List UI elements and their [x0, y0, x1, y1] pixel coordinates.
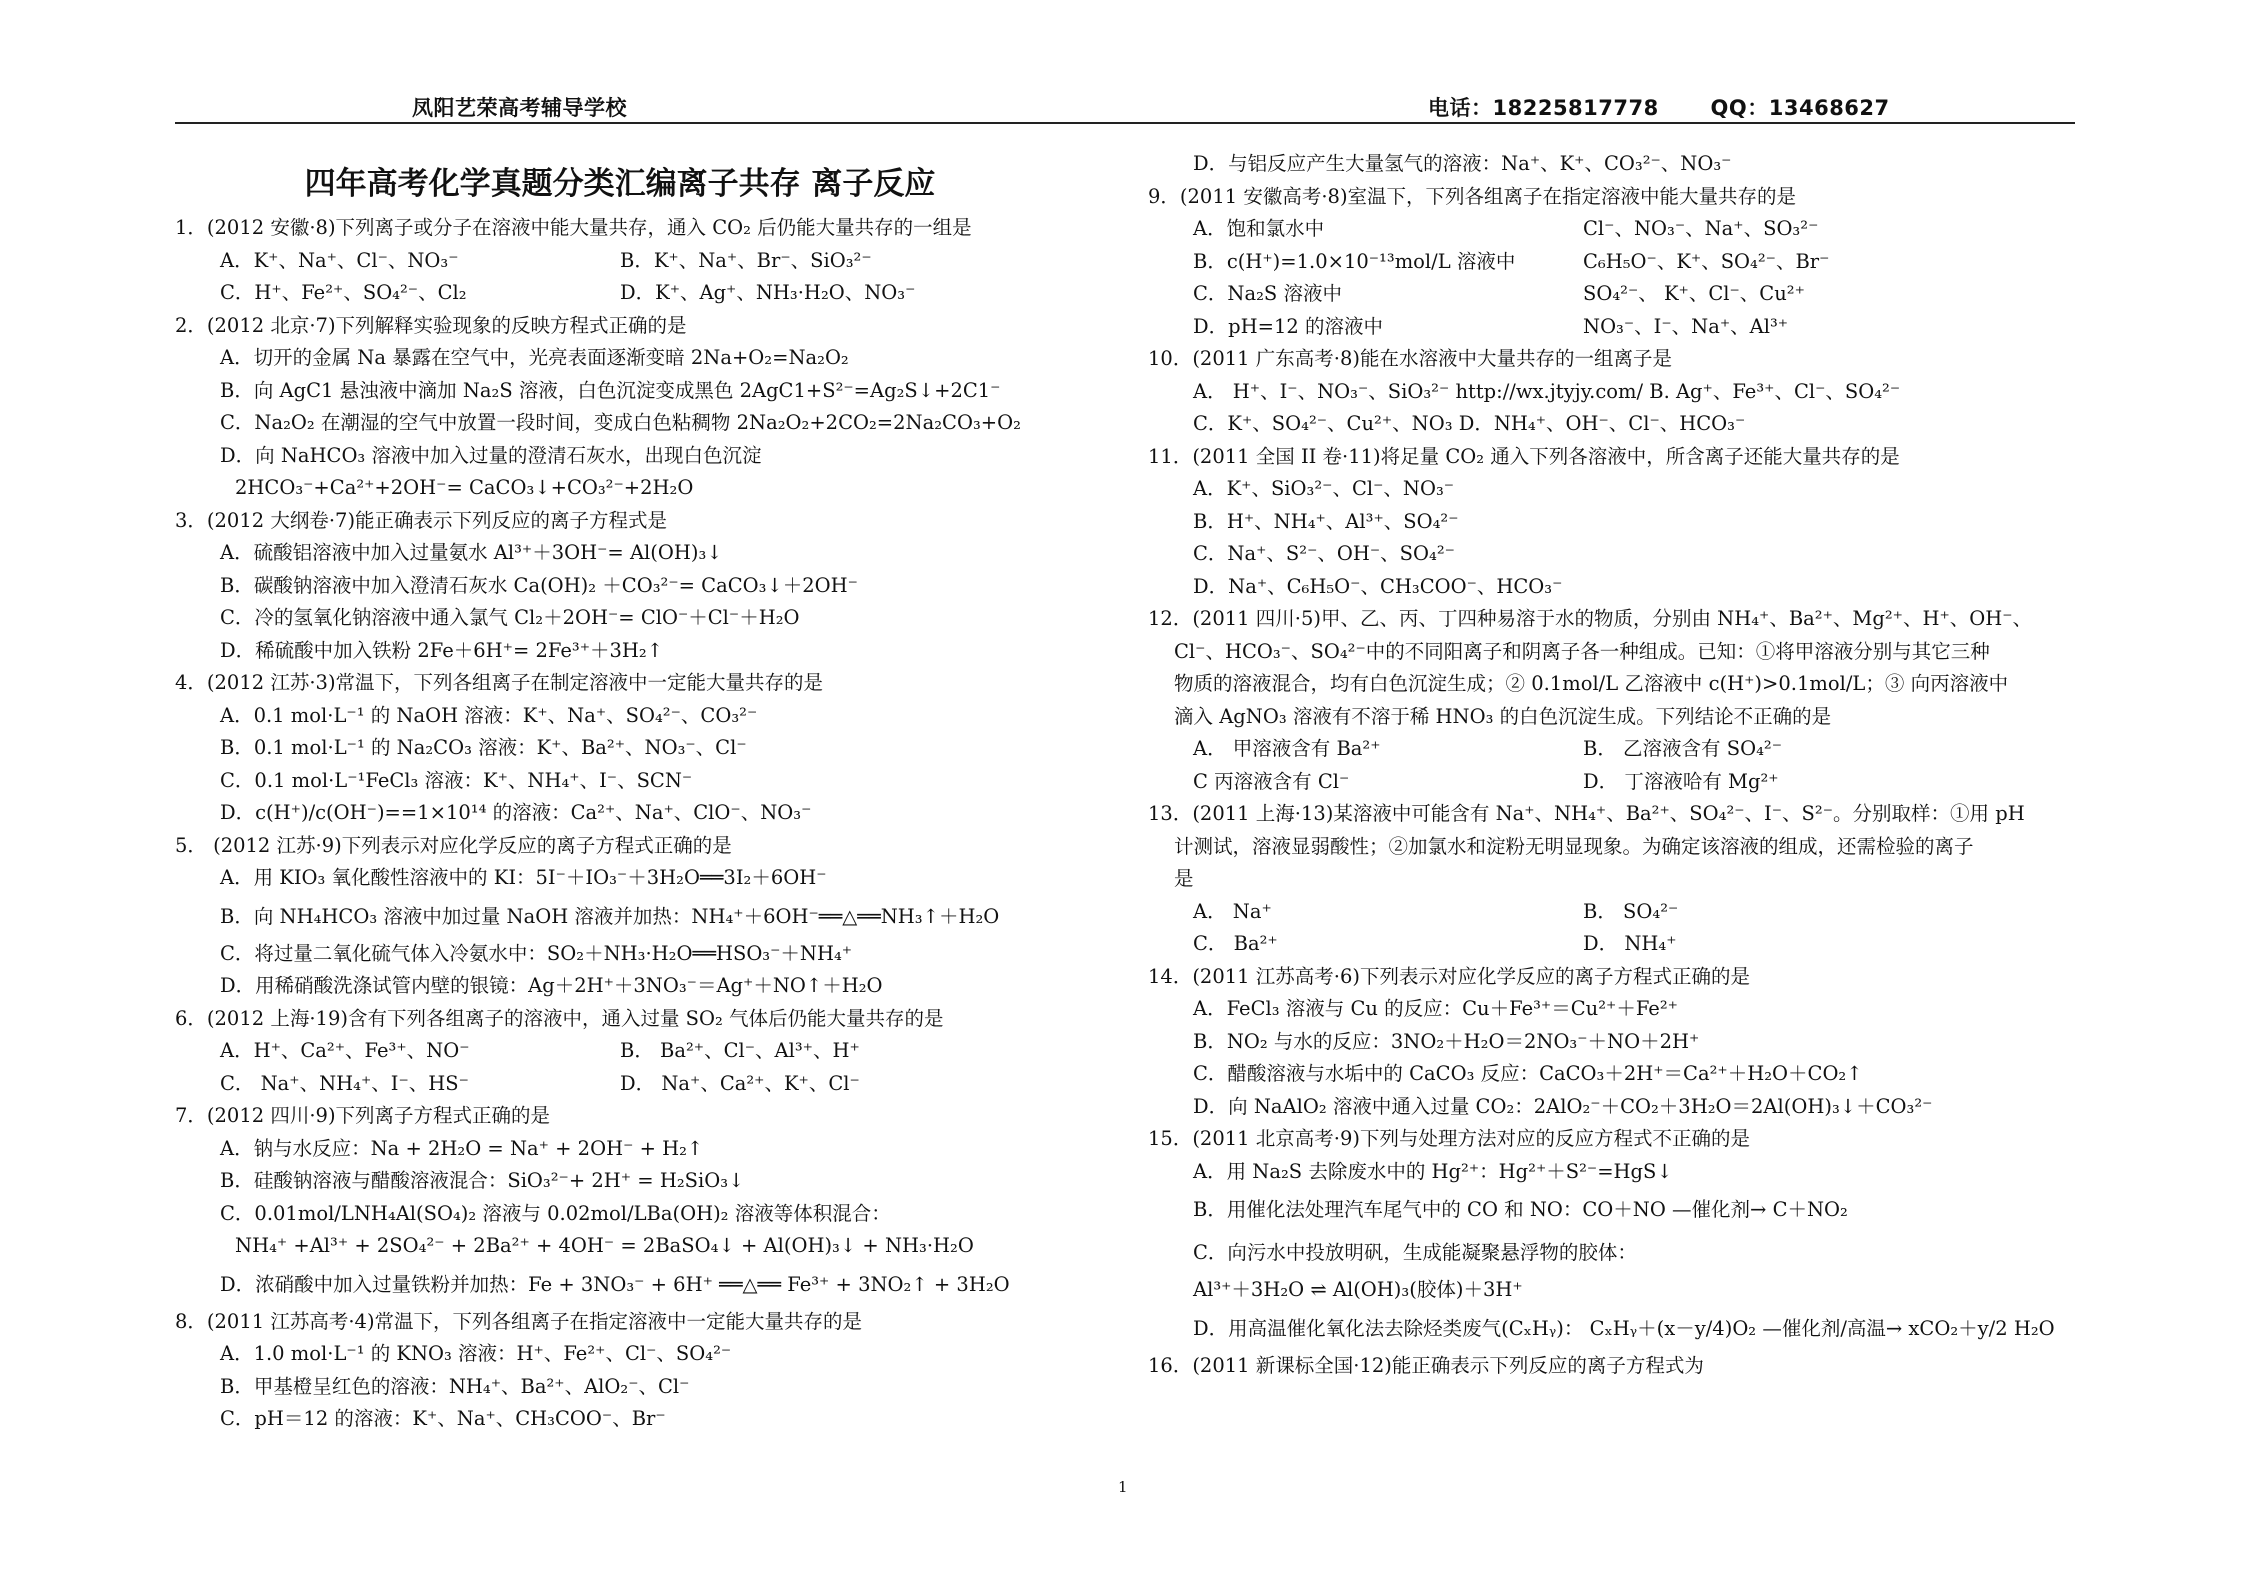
- option-left: B．c(H⁺)=1.0×10⁻¹³mol/L 溶液中: [1193, 249, 1516, 273]
- question-line: 滴入 AgNO₃ 溶液有不溶于稀 HNO₃ 的白色沉淀生成。下列结论不正确的是: [1174, 704, 1832, 728]
- question-line: 1．(2012 安徽·8)下列离子或分子在溶液中能大量共存，通入 CO₂ 后仍能大量共存的一组是: [175, 216, 972, 239]
- question-line: 3．(2012 大纲卷·7)能正确表示下列反应的离子方程式是: [175, 508, 668, 532]
- option-right: D． 丁溶液哈有 Mg²⁺: [1583, 769, 1779, 793]
- option-right: B． 乙溶液含有 SO₄²⁻: [1583, 737, 1782, 760]
- right-question-list: [1148, 148, 2078, 1382]
- right-column: [1148, 148, 2078, 1382]
- question-line: B．碳酸钠溶液中加入澄清石灰水 Ca(OH)₂ ＋CO₃²⁻= CaCO₃↓＋2OH⁻: [220, 573, 858, 597]
- question-line: D．浓硝酸中加入过量铁粉并加热：Fe + 3NO₃⁻ + 6H⁺ ══△══ Fe³⁺ + 3NO₂↑ + 3H₂O: [220, 1272, 1010, 1296]
- question-line: C．0.01mol/LNH₄Al(SO₄)₂ 溶液与 0.02mol/LBa(OH)₂ 溶液等体积混合：: [220, 1201, 891, 1225]
- question-line: B．NO₂ 与水的反应：3NO₂＋H₂O＝2NO₃⁻＋NO＋2H⁺: [1193, 1029, 1700, 1053]
- question-line: [1148, 311, 2078, 344]
- question-line: [175, 1035, 1065, 1068]
- question-line: C．醋酸溶液与水垢中的 CaCO₃ 反应：CaCO₃＋2H⁺＝Ca²⁺＋H₂O＋CO₂↑: [1193, 1062, 1863, 1085]
- question-line: 7．(2012 四川·9)下列离子方程式正确的是: [175, 1104, 551, 1127]
- question-line: B．向 AgC1 悬浊液中滴加 Na₂S 溶液，白色沉淀变成黑色 2AgC1+S²⁻=Ag₂S↓+2C1⁻: [220, 378, 1001, 402]
- question-line: NH₄⁺ +Al³⁺ + 2SO₄²⁻ + 2Ba²⁺ + 4OH⁻ = 2BaSO₄↓ + Al(OH)₃↓ + NH₃·H₂O: [235, 1234, 974, 1257]
- option-left: C 丙溶液含有 Cl⁻: [1193, 769, 1350, 793]
- question-line: [1148, 213, 2078, 246]
- question-line: A．用 Na₂S 去除废水中的 Hg²⁺：Hg²⁺＋S²⁻=HgS↓: [1193, 1159, 1673, 1183]
- question-line: [1148, 896, 2078, 929]
- question-line: [1148, 246, 2078, 279]
- question-line: C．0.1 mol·L⁻¹FeCl₃ 溶液：K⁺、NH₄⁺、I⁻、SCN⁻: [220, 768, 693, 792]
- question-line: D．向 NaAlO₂ 溶液中通入过量 CO₂：2AlO₂⁻＋CO₂＋3H₂O＝2Al(OH)₃↓＋CO₃²⁻: [1193, 1094, 1933, 1118]
- question-line: C．将过量二氧化硫气体入冷氨水中：SO₂＋NH₃·H₂O══HSO₃⁻＋NH₄⁺: [220, 941, 853, 965]
- question-line: B．硅酸钠溶液与醋酸溶液混合：SiO₃²⁻+ 2H⁺ = H₂SiO₃↓: [220, 1169, 745, 1192]
- question-line: D．用高温催化氧化法去除烃类废气(CₓHᵧ)： CₓHᵧ＋(x－y/4)O₂ —催化剂/高温→ xCO₂＋y/2 H₂O: [1193, 1316, 2055, 1340]
- option-left: C．H⁺、Fe²⁺、SO₄²⁻、Cl₂: [220, 281, 467, 304]
- option-right: D．K⁺、Ag⁺、NH₃·H₂O、NO₃⁻: [620, 281, 916, 304]
- option-right: C₆H₅O⁻、K⁺、SO₄²⁻、Br⁻: [1583, 249, 1830, 273]
- option-right: B． Ba²⁺、Cl⁻、Al³⁺、H⁺: [620, 1039, 860, 1062]
- question-line: 计测试，溶液显弱酸性；②加氯水和淀粉无明显现象。为确定该溶液的组成，还需检验的离子: [1174, 834, 1974, 858]
- question-line: B．向 NH₄HCO₃ 溶液中加过量 NaOH 溶液并加热：NH₄⁺＋6OH⁻══△══NH₃↑＋H₂O: [220, 904, 1000, 928]
- question-line: 12．(2011 四川·5)甲、乙、丙、丁四种易溶于水的物质，分别由 NH₄⁺、Ba²⁺、Mg²⁺、H⁺、OH⁻、: [1148, 607, 2033, 630]
- question-line: 2HCO₃⁻+Ca²⁺+2OH⁻= CaCO₃↓+CO₃²⁻+2H₂O: [235, 476, 694, 499]
- option-left: A． 甲溶液含有 Ba²⁺: [1193, 737, 1381, 760]
- question-line: B．用催化法处理汽车尾气中的 CO 和 NO：CO＋NO —催化剂→ C＋NO₂: [1193, 1198, 1848, 1221]
- option-left: A．饱和氯水中: [1193, 217, 1325, 240]
- option-left: D．pH=12 的溶液中: [1193, 314, 1383, 338]
- option-right: SO₄²⁻、 K⁺、Cl⁻、Cu²⁺: [1583, 282, 1805, 305]
- question-line: 5． (2012 江苏·9)下列表示对应化学反应的离子方程式正确的是: [175, 833, 732, 857]
- question-line: 13．(2011 上海·13)某溶液中可能含有 Na⁺、NH₄⁺、Ba²⁺、SO₄²⁻、I⁻、S²⁻。分别取样：①用 pH: [1148, 802, 2025, 825]
- question-line: A．K⁺、SiO₃²⁻、Cl⁻、NO₃⁻: [1193, 477, 1455, 500]
- option-right: D． Na⁺、Ca²⁺、K⁺、Cl⁻: [620, 1071, 860, 1095]
- option-right: Cl⁻、NO₃⁻、Na⁺、SO₃²⁻: [1583, 217, 1819, 240]
- school-name: 凤阳艺荣高考辅导学校: [412, 96, 627, 120]
- option-right: D． NH₄⁺: [1583, 932, 1677, 955]
- question-line: A．FeCl₃ 溶液与 Cu 的反应：Cu＋Fe³⁺＝Cu²⁺＋Fe²⁺: [1193, 997, 1678, 1020]
- question-line: Al³⁺＋3H₂O ⇌ Al(OH)₃(胶体)＋3H⁺: [1193, 1278, 1523, 1301]
- question-line: 11．(2011 全国 II 卷·11)将足量 CO₂ 通入下列各溶液中，所含离子还能大量共存的是: [1148, 444, 1900, 468]
- question-line: [175, 245, 1065, 278]
- question-line: A．钠与水反应：Na + 2H₂O = Na⁺ + 2OH⁻ + H₂↑: [220, 1136, 704, 1160]
- left-column: [175, 150, 1065, 1436]
- option-left: C． Na⁺、NH₄⁺、I⁻、HS⁻: [220, 1071, 469, 1095]
- question-line: 6．(2012 上海·19)含有下列各组离子的溶液中，通入过量 SO₂ 气体后仍能大量共存的是: [175, 1006, 944, 1030]
- question-line: 16．(2011 新课标全国·12)能正确表示下列反应的离子方程式为: [1148, 1353, 1704, 1377]
- question-line: [175, 1068, 1065, 1101]
- question-line: A．用 KIO₃ 氧化酸性溶液中的 KI：5I⁻＋IO₃⁻＋3H₂O══3I₂＋6OH⁻: [220, 866, 827, 889]
- question-line: 物质的溶液混合，均有白色沉淀生成；② 0.1mol/L 乙溶液中 c(H⁺)>0.1mol/L；③ 向丙溶液中: [1174, 672, 2009, 695]
- question-line: A．切开的金属 Na 暴露在空气中，光亮表面逐渐变暗 2Na+O₂=Na₂O₂: [220, 346, 849, 369]
- question-line: [1148, 928, 2078, 961]
- question-line: D．向 NaHCO₃ 溶液中加入过量的澄清石灰水，出现白色沉淀: [220, 443, 762, 467]
- question-line: 15．(2011 北京高考·9)下列与处理方法对应的反应方程式不正确的是: [1148, 1127, 1750, 1150]
- question-line: [1148, 766, 2078, 799]
- option-right: NO₃⁻、I⁻、Na⁺、Al³⁺: [1583, 314, 1789, 338]
- question-line: 是: [1174, 867, 1194, 890]
- left-question-list: [175, 212, 1065, 1436]
- question-line: C．Na⁺、S²⁻、OH⁻、SO₄²⁻: [1193, 542, 1455, 565]
- qq-number: QQ：13468627: [1710, 96, 1890, 120]
- option-left: A．H⁺、Ca²⁺、Fe³⁺、NO⁻: [220, 1039, 470, 1062]
- option-left: C．Na₂S 溶液中: [1193, 282, 1342, 305]
- question-line: D．稀硫酸中加入铁粉 2Fe＋6H⁺= 2Fe³⁺＋3H₂↑: [220, 638, 664, 662]
- option-left: A．K⁺、Na⁺、Cl⁻、NO₃⁻: [220, 248, 459, 272]
- question-line: 10．(2011 广东高考·8)能在水溶液中大量共存的一组离子是: [1148, 347, 1672, 370]
- contact-info: [1428, 92, 1934, 122]
- question-line: 14．(2011 江苏高考·6)下列表示对应化学反应的离子方程式正确的是: [1148, 964, 1750, 988]
- question-line: 8．(2011 江苏高考·4)常温下，下列各组离子在指定溶液中一定能大量共存的是: [175, 1309, 863, 1333]
- question-line: C．K⁺、SO₄²⁻、Cu²⁺、NO₃ D．NH₄⁺、OH⁻、Cl⁻、HCO₃⁻: [1193, 412, 1746, 435]
- page-number: 1: [1118, 1478, 1128, 1496]
- question-line: A．0.1 mol·L⁻¹ 的 NaOH 溶液：K⁺、Na⁺、SO₄²⁻、CO₃²⁻: [220, 703, 758, 727]
- question-line: C．pH＝12 的溶液：K⁺、Na⁺、CH₃COO⁻、Br⁻: [220, 1407, 666, 1430]
- question-line: [1148, 733, 2078, 766]
- question-line: D．与铝反应产生大量氢气的溶液：Na⁺、K⁺、CO₃²⁻、NO₃⁻: [1193, 152, 1732, 175]
- question-line: B．甲基橙呈红色的溶液：NH₄⁺、Ba²⁺、AlO₂⁻、Cl⁻: [220, 1374, 690, 1398]
- question-line: D．c(H⁺)/c(OH⁻)==1×10¹⁴ 的溶液：Ca²⁺、Na⁺、ClO⁻、NO₃⁻: [220, 801, 812, 824]
- question-line: A．硫酸铝溶液中加入过量氨水 Al³⁺＋3OH⁻= Al(OH)₃↓: [220, 541, 723, 564]
- option-left: C． Ba²⁺: [1193, 932, 1278, 955]
- question-line: A． H⁺、I⁻、NO₃⁻、SiO₃²⁻ http://wx.jtyjy.com/ B. Ag⁺、Fe³⁺、Cl⁻、SO₄²⁻: [1193, 379, 1901, 403]
- question-line: B．H⁺、NH₄⁺、Al³⁺、SO₄²⁻: [1193, 509, 1459, 533]
- option-right: B．K⁺、Na⁺、Br⁻、SiO₃²⁻: [620, 248, 872, 272]
- question-line: 4．(2012 江苏·3)常温下，下列各组离子在制定溶液中一定能大量共存的是: [175, 671, 824, 694]
- question-line: C．向污水中投放明矾，生成能凝聚悬浮物的胶体：: [1193, 1241, 1637, 1264]
- question-line: C．Na₂O₂ 在潮湿的空气中放置一段时间，变成白色粘稠物 2Na₂O₂+2CO₂=2Na₂CO₃+O₂: [220, 411, 1021, 434]
- document-title: 四年高考化学真题分类汇编离子共存 离子反应: [304, 166, 936, 202]
- question-line: D．Na⁺、C₆H₅O⁻、CH₃COO⁻、HCO₃⁻: [1193, 574, 1563, 598]
- question-line: 9．(2011 安徽高考·8)室温下，下列各组离子在指定溶液中能大量共存的是: [1148, 184, 1797, 208]
- option-right: B． SO₄²⁻: [1583, 899, 1679, 923]
- option-left: A． Na⁺: [1193, 899, 1272, 923]
- phone-number: 电话：18225817778: [1428, 96, 1659, 120]
- question-line: C．冷的氢氧化钠溶液中通入氯气 Cl₂＋2OH⁻= ClO⁻＋Cl⁻＋H₂O: [220, 606, 800, 629]
- question-line: 2．(2012 北京·7)下列解释实验现象的反映方程式正确的是: [175, 313, 687, 337]
- question-line: Cl⁻、HCO₃⁻、SO₄²⁻中的不同阳离子和阴离子各一种组成。已知：①将甲溶液分别与其它三种: [1174, 639, 1990, 663]
- question-line: [1148, 278, 2078, 311]
- question-line: D．用稀硝酸洗涤试管内壁的银镜：Ag＋2H⁺＋3NO₃⁻＝Ag⁺＋NO↑＋H₂O: [220, 974, 883, 997]
- question-line: A．1.0 mol·L⁻¹ 的 KNO₃ 溶液：H⁺、Fe²⁺、Cl⁻、SO₄²⁻: [220, 1342, 732, 1365]
- question-line: [175, 277, 1065, 310]
- question-line: B．0.1 mol·L⁻¹ 的 Na₂CO₃ 溶液：K⁺、Ba²⁺、NO₃⁻、Cl⁻: [220, 736, 747, 759]
- header-rule: [175, 122, 2075, 124]
